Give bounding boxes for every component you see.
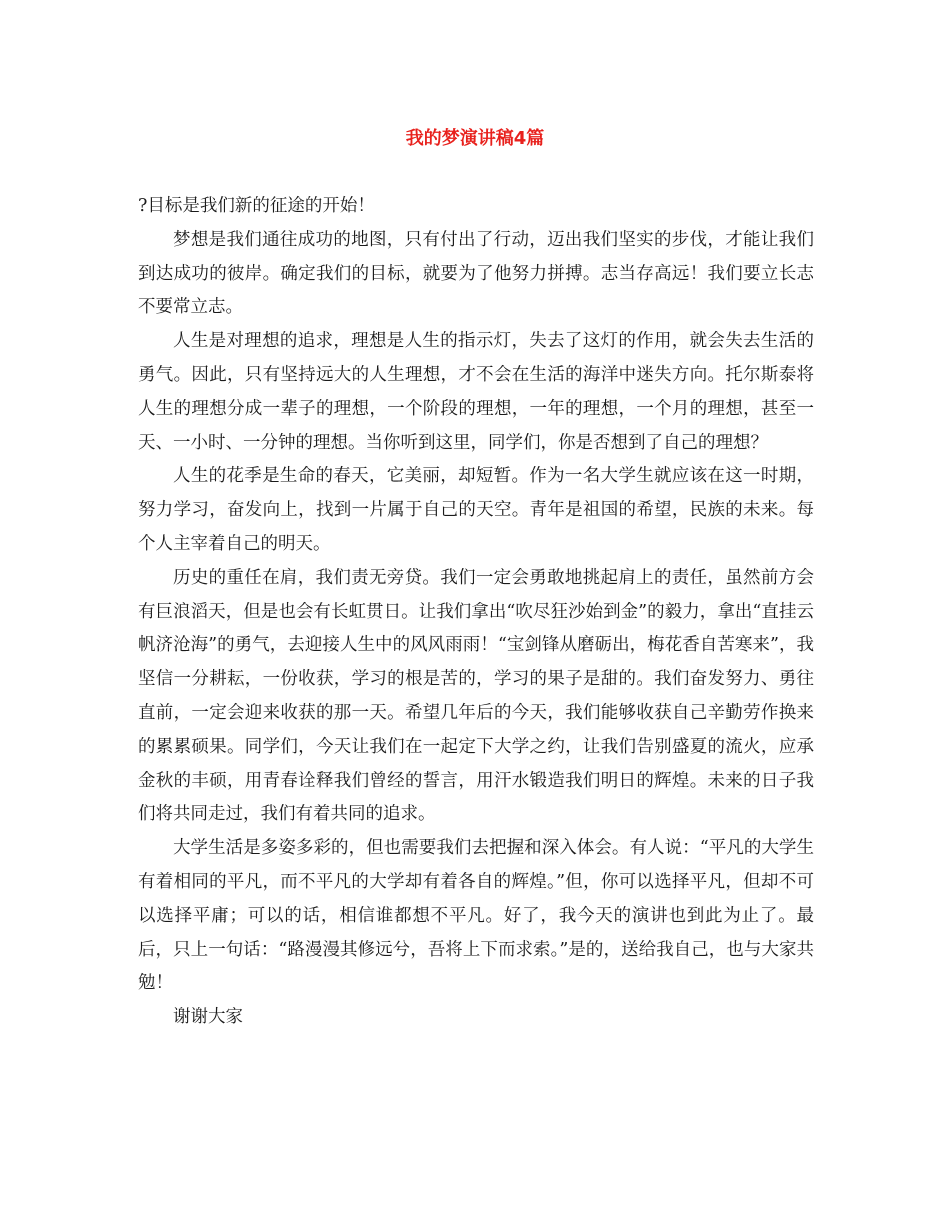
document-body bbox=[138, 190, 814, 1035]
paragraph-life-season: 人生的花季是生命的春天，它美丽，却短暂。作为一名大学生就应该在这一时期，努力学习，奋发向上，找到一片属于自己的天空。青年是祖国的希望，民族的未来。每个人主宰着自己的明天。 bbox=[138, 466, 814, 554]
document-title: 我的梦演讲稿4篇 bbox=[405, 128, 545, 149]
paragraph-college-life: 大学生活是多姿多彩的，但也需要我们去把握和深入体会。有人说：“平凡的大学生有着相同的平凡，而不平凡的大学却有着各自的辉煌。”但，你可以选择平凡，但却不可以选择平庸；可以的话，相信谁都想不平凡。好了，我今天的演讲也到此为止了。最后，只上一句话：“路漫漫其修远兮，吾将上下而求索。”是的，送给我自己，也与大家共勉！ bbox=[138, 838, 814, 994]
paragraph-closing-thanks: 谢谢大家 bbox=[173, 1007, 243, 1028]
paragraph-life-ideals: 人生是对理想的追求，理想是人生的指示灯，失去了这灯的作用，就会失去生活的勇气。因此，只有坚持远大的人生理想，才不会在生活的海洋中迷失方向。托尔斯泰将人生的理想分成一辈子的理想，一个阶段的理想，一年的理想，一个月的理想，甚至一天、一小时、一分钟的理想。当你听到这里，同学们，你是否想到了自己的理想？ bbox=[138, 331, 814, 453]
paragraph-opening: ?目标是我们新的征途的开始！ bbox=[138, 196, 375, 216]
paragraph-dream-map: 梦想是我们通往成功的地图，只有付出了行动，迈出我们坚实的步伐，才能让我们到达成功的彼岸。确定我们的目标，就要为了他努力拼搏。志当存高远！我们要立长志不要常立志。 bbox=[138, 229, 814, 318]
paragraph-history-duty: 历史的重任在肩，我们责无旁贷。我们一定会勇敢地挑起肩上的责任，虽然前方会有巨浪滔天，但是也会有长虹贯日。让我们拿出“吹尽狂沙始到金”的毅力，拿出“直挂云帆济沧海”的勇气，去迎接人生中的风风雨雨！“宝剑锋从磨砺出，梅花香自苦寒来”，我坚信一分耕耘，一份收获，学习的根是苦的，学习的果子是甜的。我们奋发努力、勇往直前，一定会迎来收获的那一天。希望几年后的今天，我们能够收获自己辛勤劳作换来的累累硕果。同学们，今天让我们在一起定下大学之约，让我们告别盛夏的流火，应承金秋的丰硕，用青春诠释我们曾经的誓言，用汗水锻造我们明日的辉煌。未来的日子我们将共同走过，我们有着共同的追求。 bbox=[138, 567, 814, 825]
